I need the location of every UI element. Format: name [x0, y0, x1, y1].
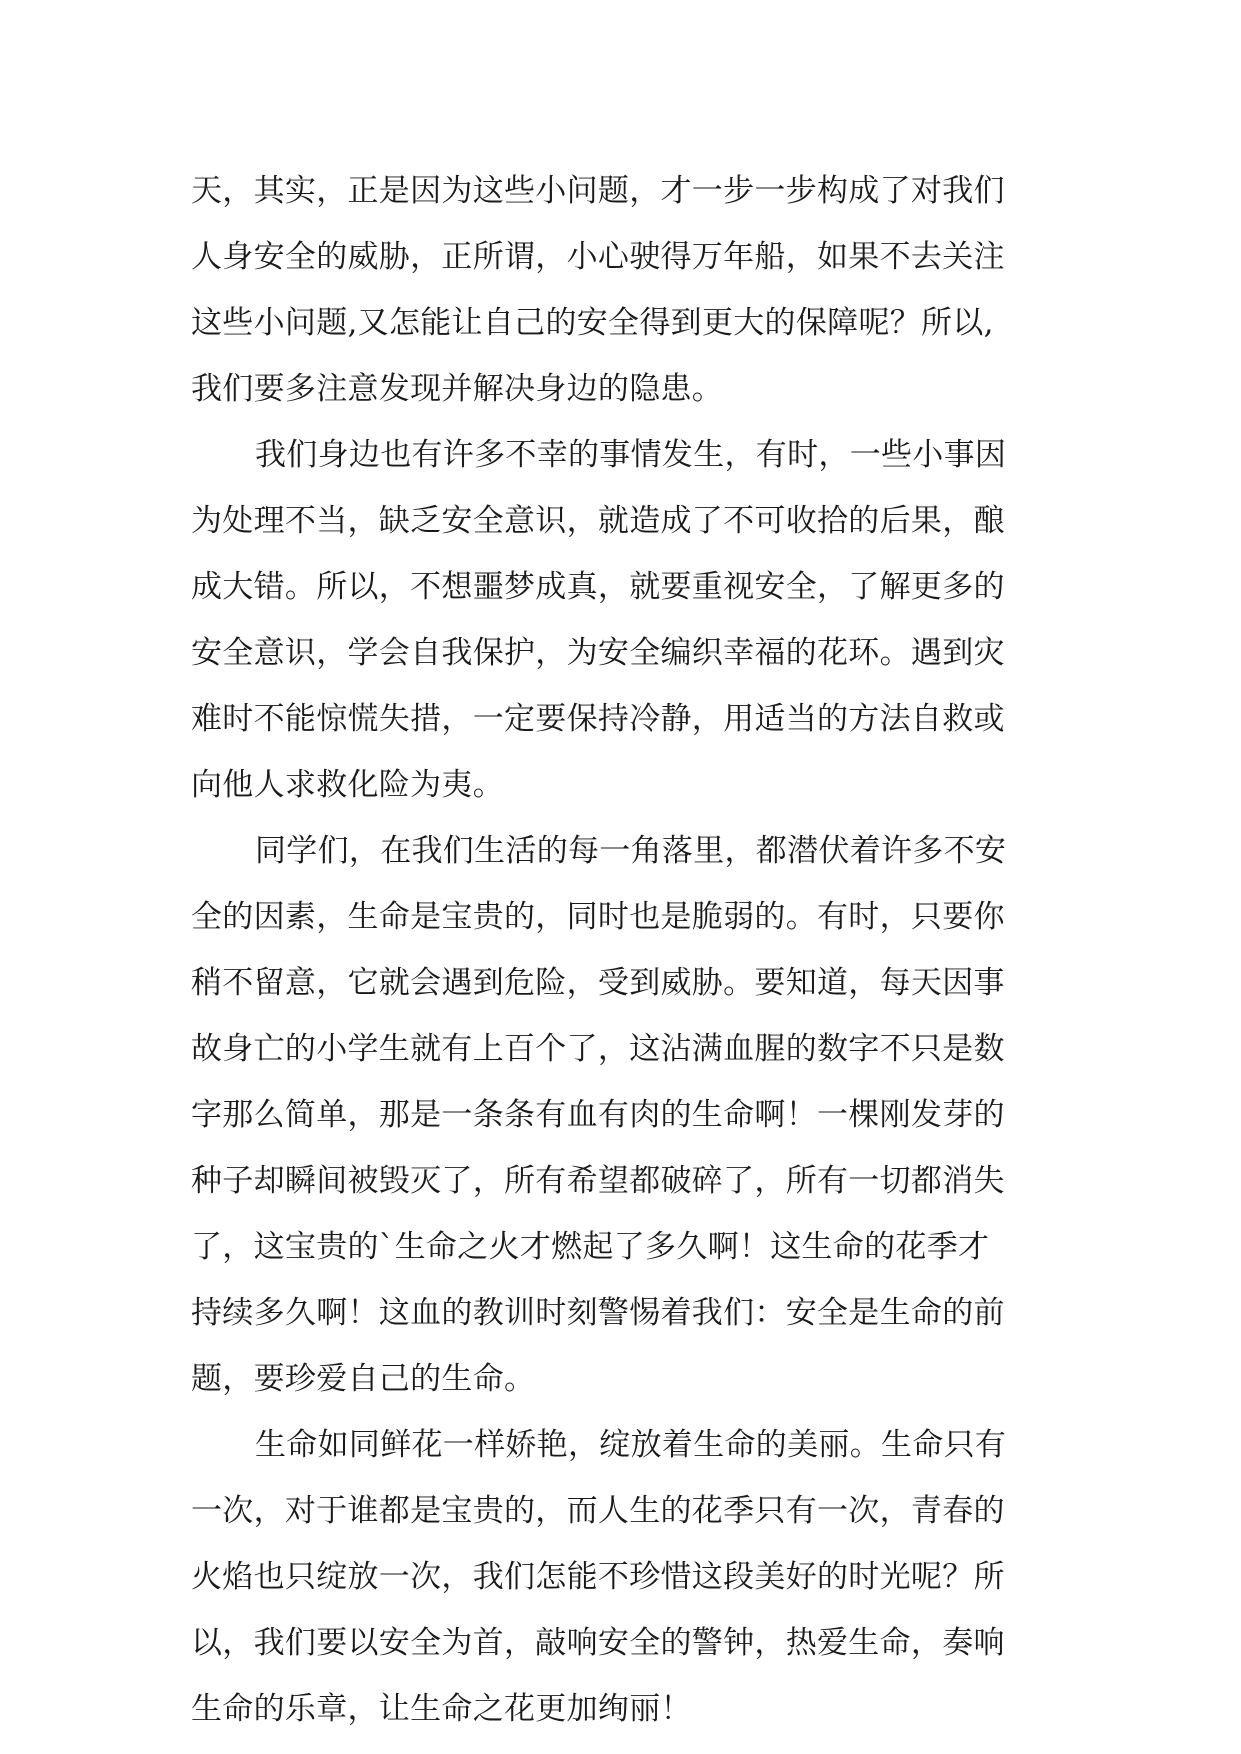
- document-body: [191, 158, 1091, 1742]
- text-line: 我们身边也有许多不幸的事情发生，有时，一些小事因: [255, 437, 1007, 473]
- text-line: 安全意识，学会自我保护，为安全编织幸福的花环。遇到灾: [191, 635, 1005, 671]
- text-line: 生命的乐章，让生命之花更加绚丽！: [191, 1691, 692, 1727]
- paragraph-1: [191, 158, 1091, 422]
- text-line: 稍不留意，它就会遇到危险，受到威胁。要知道，每天因事: [191, 965, 1005, 1001]
- text-line: 以，我们要以安全为首，敲响安全的警钟，热爱生命，奏响: [191, 1625, 1005, 1661]
- text-line: 火焰也只绽放一次，我们怎能不珍惜这段美好的时光呢？所: [191, 1559, 1005, 1595]
- text-line: 题，要珍爱自己的生命。: [191, 1361, 536, 1397]
- text-line: 我们要多注意发现并解决身边的隐患。: [191, 371, 724, 407]
- paragraph-4: [191, 1412, 1091, 1742]
- text-line: 持续多久啊！这血的教训时刻警惕着我们：安全是生命的前: [191, 1295, 1005, 1331]
- paragraph-3: [191, 818, 1091, 1412]
- text-line: 天，其实，正是因为这些小问题，才一步一步构成了对我们: [191, 173, 1005, 209]
- text-line: 全的因素，生命是宝贵的，同时也是脆弱的。有时，只要你: [191, 899, 1005, 935]
- text-line: 故身亡的小学生就有上百个了，这沾满血腥的数字不只是数: [191, 1031, 1005, 1067]
- text-line: 为处理不当，缺乏安全意识，就造成了不可收拾的后果，酿: [191, 503, 1005, 539]
- paragraph-2: [191, 422, 1091, 818]
- text-line: 难时不能惊慌失措，一定要保持冷静，用适当的方法自救或: [191, 701, 1005, 737]
- text-line: 成大错。所以，不想噩梦成真，就要重视安全，了解更多的: [191, 569, 1005, 605]
- text-line: 生命如同鲜花一样娇艳，绽放着生命的美丽。生命只有: [255, 1427, 1007, 1463]
- text-line: 一次，对于谁都是宝贵的，而人生的花季只有一次，青春的: [191, 1493, 1005, 1529]
- text-line: 向他人求救化险为夷。: [191, 767, 504, 803]
- text-line: 这些小问题,又怎能让自己的安全得到更大的保障呢？所以,: [191, 305, 994, 341]
- text-line: 字那么简单，那是一条条有血有肉的生命啊！一棵刚发芽的: [191, 1097, 1005, 1133]
- text-line: 种子却瞬间被毁灭了，所有希望都破碎了，所有一切都消失: [191, 1163, 1005, 1199]
- text-line: 了，这宝贵的`生命之火才燃起了多久啊！这生命的花季才: [191, 1229, 990, 1265]
- text-line: 人身安全的威胁，正所谓，小心驶得万年船，如果不去关注: [191, 239, 1005, 275]
- text-line: 同学们，在我们生活的每一角落里，都潜伏着许多不安: [255, 833, 1007, 869]
